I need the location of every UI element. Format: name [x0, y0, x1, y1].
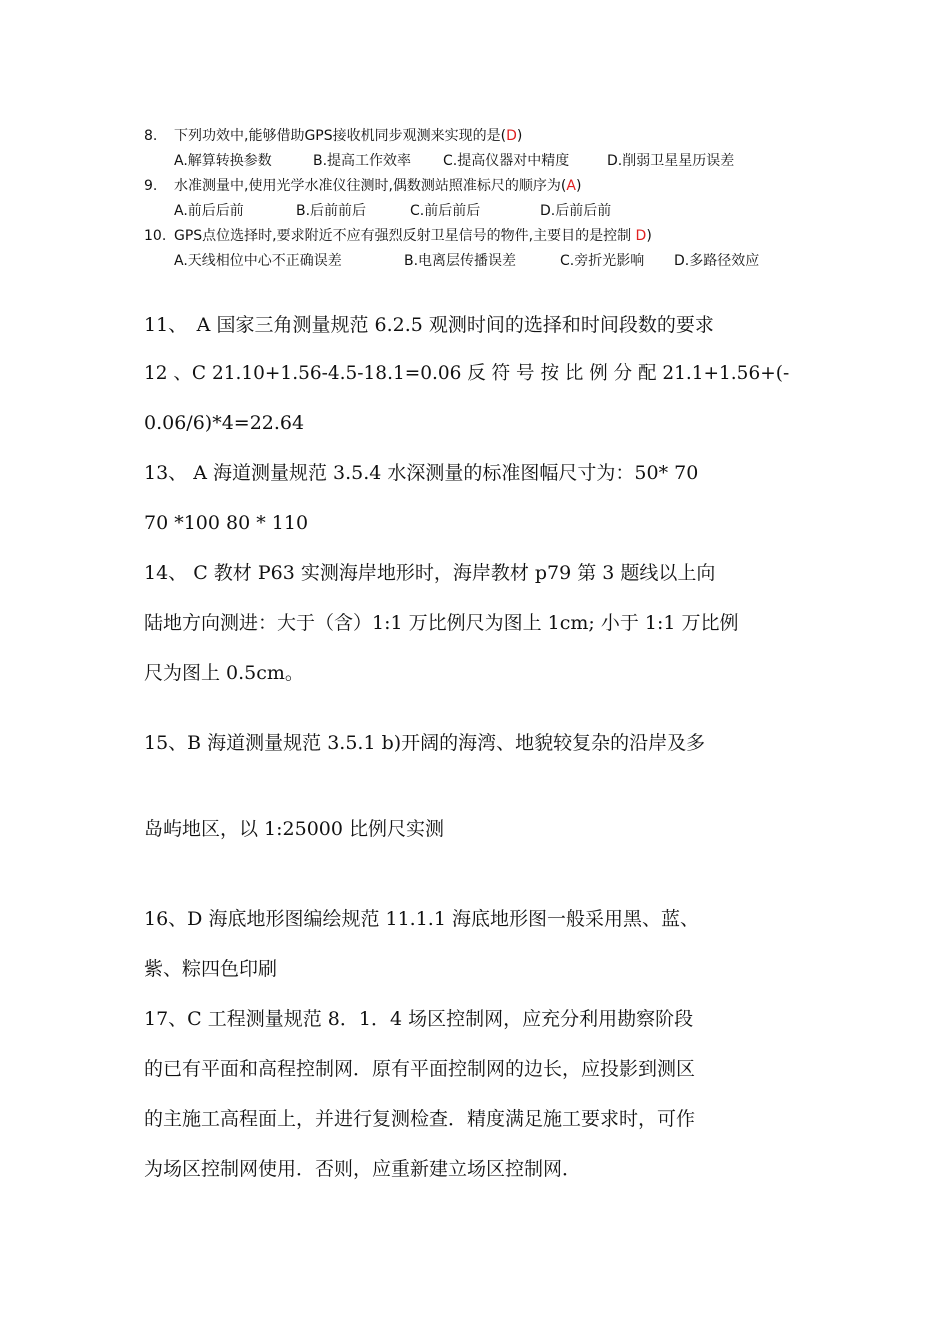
option-a: A.解算转换参数	[174, 153, 272, 169]
question-suffix: )	[646, 228, 652, 244]
question-number: 8.	[144, 128, 158, 144]
answer-line-12-cont: 0.06/6)*4=22.64	[144, 412, 305, 434]
option-a: A.前后后前	[174, 203, 244, 219]
question-10	[144, 226, 652, 246]
answer-line-12: 12 、C 21.10+1.56-4.5-18.1=0.06 反 符 号 按 比 例 分 配 21.1+1.56+(-	[144, 363, 790, 384]
question-text: 水准测量中,使用光学水准仪往测时,偶数测站照准标尺的顺序为(	[174, 178, 567, 194]
answer-line-17-cont2: 的主施工高程面上，并进行复测检查．精度满足施工要求时，可作	[144, 1108, 696, 1130]
option-b: B.提高工作效率	[313, 153, 412, 169]
question-suffix: )	[516, 128, 523, 144]
answer-line-11: 11、 A 国家三角测量规范 6.2.5 观测时间的选择和时间段数的要求	[144, 314, 714, 336]
answer-line-14: 14、 C 教材 P63 实测海岸地形时，海岸教材 p79 第 3 题线以上向	[144, 562, 716, 584]
answer-line-17: 17、C 工程测量规范 8．1．4 场区控制网，应充分利用勘察阶段	[144, 1008, 694, 1030]
answer-letter: D	[506, 128, 517, 144]
option-d: D.削弱卫星星历误差	[607, 153, 735, 169]
answer-line-14-cont: 陆地方向测进：大于（含）1:1 万比例尺为图上 1cm; 小于 1:1 万比例	[144, 612, 739, 634]
answer-line-15-cont: 岛屿地区，以 1:25000 比例尺实测	[144, 818, 445, 840]
question-number: 9.	[144, 178, 158, 194]
option-b: B.后前前后	[296, 203, 367, 219]
answer-line-13-cont: 70 *100 80 * 110	[144, 512, 309, 534]
question-text: 下列功效中,能够借助GPS接收机同步观测来实现的是(	[174, 128, 507, 144]
option-d: D.多路径效应	[674, 253, 760, 269]
question-text: GPS点位选择时,要求附近不应有强烈反射卫星信号的物件,主要目的是控制	[174, 228, 636, 244]
answer-line-17-cont3: 为场区控制网使用．否则，应重新建立场区控制网．	[144, 1158, 582, 1180]
answer-line-17-cont1: 的已有平面和高程控制网．原有平面控制网的边长，应投影到测区	[144, 1058, 696, 1080]
answer-line-15: 15、B 海道测量规范 3.5.1 b)开阔的海湾、地貌较复杂的沿岸及多	[144, 732, 706, 754]
question-8	[144, 126, 522, 146]
answer-line-16: 16、D 海底地形图编绘规范 11.1.1 海底地形图一般采用黑、蓝、	[144, 908, 699, 930]
option-c: C.前后前后	[410, 203, 481, 219]
option-b: B.电离层传播误差	[404, 253, 517, 269]
answer-line-14-end: 尺为图上 0.5cm。	[144, 662, 304, 684]
option-a: A.天线相位中心不正确误差	[174, 253, 342, 269]
option-d: D.后前后前	[540, 203, 612, 219]
answer-letter: A	[566, 178, 576, 194]
question-9	[144, 176, 581, 196]
question-suffix: )	[575, 178, 582, 194]
question-number: 10.	[144, 228, 167, 244]
answer-line-13: 13、 A 海道测量规范 3.5.4 水深测量的标准图幅尺寸为：50* 70	[144, 462, 699, 484]
answer-letter: D	[635, 228, 647, 244]
option-c: C.旁折光影响	[560, 253, 645, 269]
option-c: C.提高仪器对中精度	[443, 153, 570, 169]
answer-line-16-cont: 紫、粽四色印刷	[144, 958, 278, 980]
